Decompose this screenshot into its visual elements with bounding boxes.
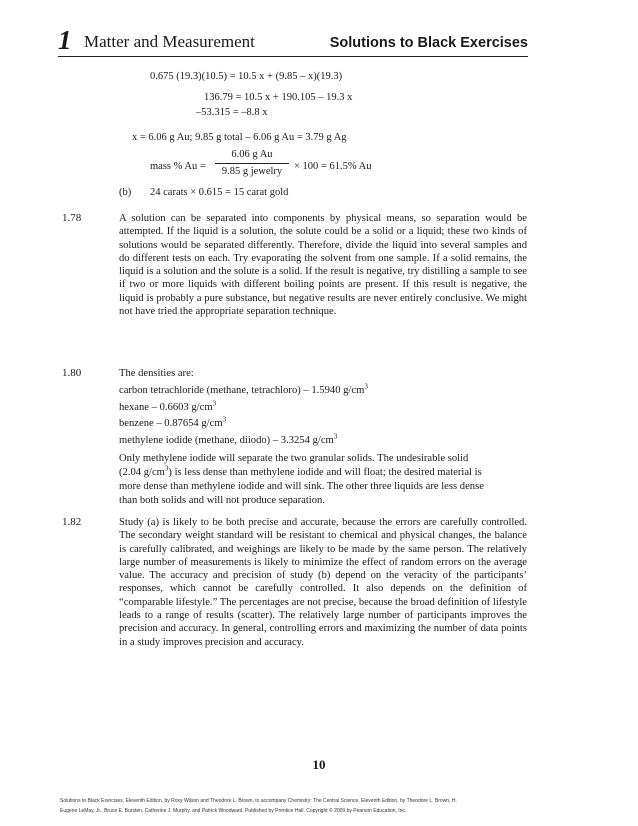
equation-line-2: 136.79 = 10.5 x + 190.105 – 19.3 x [204,92,353,103]
section-title: Solutions to Black Exercises [329,35,528,51]
fraction-numerator: 6.06 g Au [231,149,273,160]
chapter-title: Matter and Measurement [84,32,255,51]
exercise-1-80-line: Only methylene iodide will separate the two granular solids. The undesirable solid [119,453,469,464]
exercise-1-80-line: (2.04 $g/cm^3$) is less dense than methylene iodide and will float; the desired material is [119,464,482,478]
footer-line-2: Eugene LeMay, Jr., Bruce E. Bursten, Catherine J. Murphy, and Patrick Woodward. Published by Prentice Hall. Copyright © 2009 by Pearson Education, Inc. [60,808,407,814]
exercise-1-82-text: Study (a) is likely to be both precise and accurate, because the errors are carefully controlled. The secondary weight standard will be resistant to chemical and physical changes, the balance is carefully calibrated, and weighings are likely to be made by the same person. The relatively large number of measurements is likely to minimize the effect of random errors on the average value. The accuracy and precision of study (b) depend on the veracity of the participants’ responses, which cannot be carefully controlled. It also depends on the definition of “comparable lifestyle.” The percentages are not precise, because the broad definition of lifestyle leads to a range of results (scatter). The relatively large number of participants improves the precision and accuracy. In general, controlling errors and maximizing the number of data points in a study improves precision and accuracy. [119,517,527,648]
part-b-text: 24 carats × 0.615 = 15 carat gold [150,187,289,198]
equation-line-1: 0.675 (19.3)(10.5) = 10.5 x + (9.85 – x)(19.3) [150,71,343,82]
header-rule [58,56,528,57]
mass-percent-result: × 100 = 61.5% Au [294,161,372,172]
footer-line-1: Solutions to Black Exercises, Eleventh Edition, by Roxy Wilson and Theodore L. Brown, to accompany Chemistry: The Central Science, Eleventh Edition, by Theodore L. Brown, H. [60,798,457,804]
density-item: hexane – 0.6603 $g/cm^3$ [119,399,217,413]
chapter-number: 1 [58,25,72,55]
page-number: 10 [312,757,326,772]
exercise-number-1-82: 1.82 [62,516,82,528]
mass-percent-label: mass % Au = [150,161,206,172]
density-item: carbon tetrachloride (methane, tetrachloro) – 1.5940 $g/cm^3$ [119,382,368,396]
exercise-number-1-78: 1.78 [62,212,82,224]
exercise-number-1-80: 1.80 [62,367,82,379]
equation-line-4: x = 6.06 g Au; 9.85 g total – 6.06 g Au = 3.79 g Ag [132,132,347,143]
exercise-1-80-line: than both solids and will not produce separation. [119,495,325,506]
page-header [58,26,528,56]
fraction-bar [215,163,289,164]
exercise-1-78-text: A solution can be separated into components by physical means, so separation would be attempted. If the liquid is a solution, the solute could be a solid or a liquid; these two kinds of solutions would be separated differently. Therefore, divide the liquid into several samples and do different tests on each. Try evaporating the solvent from one sample. If a solid remains, the liquid is a solution and the solute is a solid. If the result is negative, try distilling a sample to see if two or more liquids with different boiling points are present. If this result is negative, the liquid is probably a pure substance, but negative results are never entirely conclusive. We might not have tried the appropriate separation technique. [119,213,527,318]
equation-line-3: –53.315 = –8.8 x [196,107,268,118]
part-b-label: (b) [119,187,132,198]
exercise-1-80-line: more dense than methylene iodide and will sink. The other three liquids are less dense [119,481,484,492]
fraction-denominator: 9.85 g jewelry [221,166,283,177]
density-item: benzene – 0.87654 $g/cm^3$ [119,415,227,429]
densities-intro: The densities are: [119,368,194,379]
density-item: methylene iodide (methane, diiodo) – 3.3254 $g/cm^3$ [119,432,338,446]
